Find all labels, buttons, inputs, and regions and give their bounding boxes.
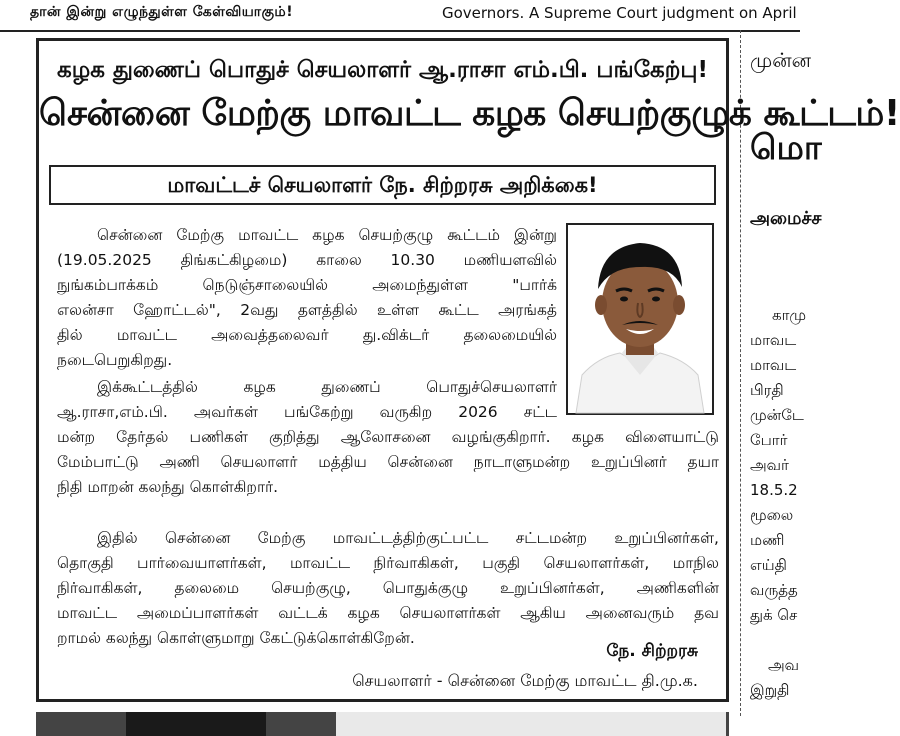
next-article-image-strip <box>36 712 729 736</box>
adjacent-column-line: 18.5.2 <box>750 481 798 499</box>
paragraph-line: (19.05.2025 திங்கட்கிழமை) காலை 10.30 மணியளவில் <box>57 251 557 269</box>
article-subhead: மாவட்டச் செயலாளர் நே. சிற்றரசு அறிக்கை! <box>49 165 716 205</box>
adjacent-column-line: துக் செ <box>750 606 798 624</box>
adjacent-column-line: முன்ன <box>750 48 811 72</box>
adjacent-column-clipped <box>744 30 822 720</box>
paragraph-line: றாமல் கலந்து கொள்ளுமாறு கேட்டுக்கொள்கிறேன். <box>57 629 415 647</box>
adjacent-column-line: அமைச்ச <box>750 208 822 229</box>
adjacent-column-line: வருத்த <box>750 581 798 599</box>
paragraph-line: சென்னை மேற்கு மாவட்ட கழக செயற்குழு கூட்டம் இன்று <box>97 226 557 244</box>
paragraph-line: எலன்சா ஹோட்டல்", 2வது தளத்தில் உள்ள கூட்ட அரங்கத் <box>57 301 557 319</box>
adjacent-column-line: அவ <box>768 656 800 674</box>
strip-dark-region <box>126 712 266 736</box>
article-kicker: கழக துணைப் பொதுச் செயலாளர் ஆ.ராசா எம்.பி. பங்கேற்பு! <box>57 57 708 83</box>
adjacent-column-line: பிரதி <box>750 381 784 399</box>
paragraph-line: நடைபெறுகிறது. <box>57 351 173 369</box>
paragraph-line: நிதி மாறன் கலந்து கொள்கிறார். <box>57 478 279 496</box>
signature-title: செயலாளர் - சென்னை மேற்கு மாவட்ட தி.மு.க. <box>352 671 698 690</box>
paragraph-line: நுங்கம்பாக்கம் நெடுஞ்சாலையில் அமைந்துள்ள "பார்க் <box>57 276 557 294</box>
paragraph-line: நிர்வாகிகள், தலைமை செயற்குழு, பொதுக்குழு உறுப்பினர்கள், அணிகளின் <box>57 579 719 597</box>
paragraph-2 <box>57 375 719 500</box>
adjacent-column-line: மாவட <box>750 331 797 349</box>
adjacent-column-line: மாவட <box>750 356 797 374</box>
adjacent-column-line: இறுதி <box>750 681 790 699</box>
adjacent-column-line: காமு <box>772 306 807 324</box>
paragraph-line: தொகுதி பார்வையாளர்கள், மாவட்ட நிர்வாகிகள், பகுதி செயலாளர்கள், மாநில <box>57 554 719 572</box>
paragraph-line: தில் மாவட்ட அவைத்தலைவர் து.விக்டர் தலைமையில் <box>57 326 557 344</box>
adjacent-column-line: எய்தி <box>750 556 787 574</box>
adjacent-column-line: அவர் <box>750 456 789 474</box>
paragraph-line: மேம்பாட்டு அணி செயலாளர் மத்திய சென்னை நாடாளுமன்ற உறுப்பினர் தயா <box>57 453 719 471</box>
adjacent-column-line: மூலை <box>750 506 794 524</box>
adjacent-column-line: போர் <box>750 431 788 449</box>
adjacent-column-line: முன்டே <box>750 406 804 424</box>
adjacent-column-line: மணி <box>750 531 785 549</box>
paragraph-3 <box>57 526 719 651</box>
top-strip-left-text: தான் இன்று எழுந்துள்ள கேள்வியாகும்! <box>30 4 294 20</box>
article-headline: சென்னை மேற்கு மாவட்ட கழக செயற்குழுக் கூட்டம்! <box>39 93 900 134</box>
paragraph-line: மன்ற தேர்தல் பணிகள் குறித்து ஆலோசனை வழங்குகிறார். கழக விளையாட்டு <box>57 428 719 446</box>
paragraph-line: இதில் சென்னை மேற்கு மாவட்டத்திற்குட்பட்ட சட்டமன்ற உறுப்பினர்கள், <box>97 529 719 547</box>
paragraph-1 <box>57 223 557 373</box>
paragraph-line: மாவட்ட அமைப்பாளர்கள் வட்டக் கழக செயலாளர்கள் ஆகிய அனைவரும் தவ <box>57 604 719 622</box>
top-strip-right-text: Governors. A Supreme Court judgment on April <box>442 4 797 22</box>
paragraph-line: இக்கூட்டத்தில் கழக துணைப் பொதுச்செயலாளர் <box>97 378 557 396</box>
adjacent-column-line: மொ <box>750 128 822 168</box>
top-strip <box>0 0 800 32</box>
signature-name: நே. சிற்றரசு <box>606 641 698 661</box>
paragraph-line: ஆ.ராசா,எம்.பி. அவர்கள் பங்கேற்று வருகிற 2026 சட்ட <box>57 403 557 421</box>
strip-light-region <box>336 712 726 736</box>
